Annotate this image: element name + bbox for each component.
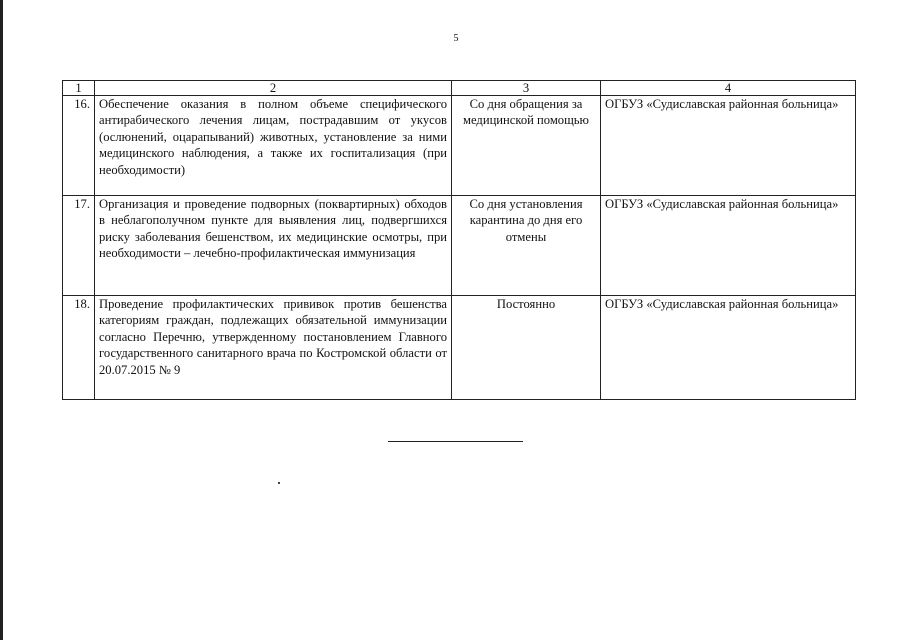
column-header-period: 3	[452, 81, 601, 96]
measure-period: Постоянно	[452, 296, 601, 400]
measure-description: Организация и проведение подворных (поквартирных) обходов в неблагополучном пункте для выявления лиц, подвергшихся риску заболевания бешенством, их медицинские осмотры, при необходимости – лечебно-профилактическая иммунизация	[95, 196, 452, 296]
header-row	[63, 81, 856, 96]
table-row	[63, 296, 856, 400]
column-header-measure: 2	[95, 81, 452, 96]
measures-table	[62, 80, 856, 400]
measure-period: Со дня установления карантина до дня его отмены	[452, 196, 601, 296]
table-row	[63, 196, 856, 296]
measure-executor: ОГБУЗ «Судиславская районная больница»	[601, 296, 856, 400]
measure-period: Со дня обращения за медицинской помощью	[452, 96, 601, 196]
column-header-number: 1	[63, 81, 95, 96]
page-number: 5	[453, 33, 459, 44]
table-row	[63, 96, 856, 196]
measure-executor: ОГБУЗ «Судиславская районная больница»	[601, 96, 856, 196]
measure-description: Обеспечение оказания в полном объеме специфического антирабического лечения лицам, пострадавшим от укусов (ослюнений, оцарапываний) животных, установление за ними медицинского наблюдения, а также их госпитализация (при необходимости)	[95, 96, 452, 196]
row-number: 17.	[63, 196, 95, 296]
column-header-executor: 4	[601, 81, 856, 96]
measure-description: Проведение профилактических прививок против бешенства категориям граждан, подлежащих обязательной иммунизации согласно Перечню, утвержденному постановлением Главного государственного санитарного врача по Костромской области от 20.07.2015 № 9	[95, 296, 452, 400]
row-number: 16.	[63, 96, 95, 196]
scan-speck	[278, 482, 280, 484]
row-number: 18.	[63, 296, 95, 400]
end-of-document-line	[388, 441, 523, 442]
measure-executor: ОГБУЗ «Судиславская районная больница»	[601, 196, 856, 296]
page-left-border	[0, 0, 3, 640]
